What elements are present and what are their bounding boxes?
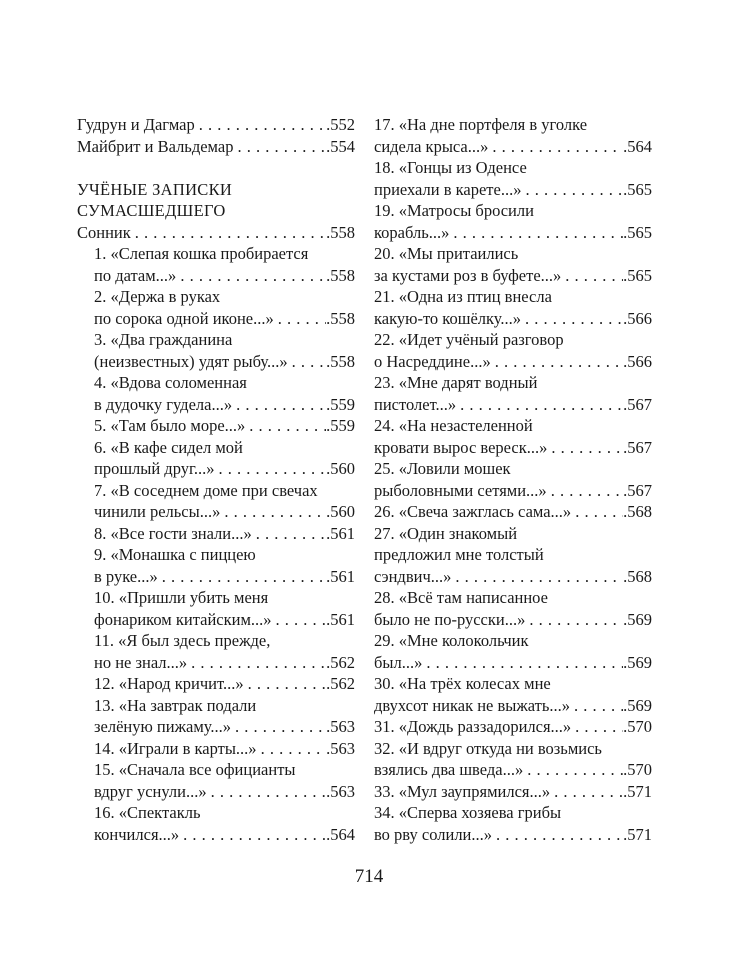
entry-page: .565: [623, 265, 652, 285]
toc-entry: [374, 630, 652, 673]
entry-line: [374, 480, 652, 502]
entry-line: [374, 802, 652, 824]
leader-dots: [288, 351, 327, 373]
entry-page: .558: [326, 351, 355, 371]
leader-dots: [550, 781, 623, 803]
entry-line: [374, 587, 652, 609]
toc-entry: [77, 738, 355, 760]
entry-title: 12. «Народ кричит...»: [94, 674, 244, 693]
toc-entry: [77, 114, 355, 136]
entry-line: [94, 480, 355, 502]
entry-title: 3. «Два гражданина: [94, 330, 233, 349]
entry-line: [94, 351, 355, 373]
entry-line: [94, 437, 355, 459]
entry-title: (неизвестных) удят рыбу...»: [94, 351, 288, 371]
entry-title: 29. «Мне колокольчик: [374, 631, 529, 650]
entry-title: чинили рельсы...»: [94, 502, 221, 521]
entry-line: [94, 609, 355, 631]
leader-dots: [233, 136, 326, 158]
toc-entry: [77, 544, 355, 587]
toc-entry: [77, 480, 355, 523]
entry-page: .559: [326, 394, 355, 414]
entry-title: в дудочку гудела...»: [94, 394, 233, 414]
entry-title: 14. «Играли в карты...»: [94, 738, 257, 758]
entry-title: 5. «Там было море...»: [94, 416, 246, 435]
entry-title: сидела крыса...»: [374, 136, 489, 156]
entry-page: .562: [326, 674, 355, 693]
entry-page: .566: [623, 308, 652, 328]
leader-dots: [451, 566, 623, 588]
entry-line: [94, 759, 355, 781]
entry-page: .565: [623, 179, 652, 199]
toc-entry: [374, 673, 652, 716]
leader-dots: [195, 114, 326, 136]
leader-dots: [456, 394, 623, 416]
entry-line: [94, 286, 355, 308]
entry-page: .563: [326, 738, 355, 758]
section-title: [77, 179, 355, 222]
entry-title: 8. «Все гости знали...»: [94, 523, 252, 543]
toc-entry: [77, 523, 355, 545]
entry-line: [94, 415, 355, 437]
entry-title: по датам...»: [94, 265, 177, 285]
entry-title: 34. «Сперва хозяева грибы: [374, 803, 562, 822]
entry-line: [374, 286, 652, 308]
leader-dots: [158, 566, 326, 588]
toc-entry: [77, 759, 355, 802]
entry-page: .563: [326, 717, 355, 736]
entry-line: [94, 458, 355, 480]
entry-line: [374, 824, 652, 846]
leader-dots: [252, 523, 326, 545]
toc-entry: [77, 243, 355, 286]
toc-items-left: [77, 243, 355, 845]
entry-line: [374, 222, 652, 244]
entry-page: .558: [326, 265, 355, 285]
entry-line: [374, 523, 652, 545]
entry-line: [374, 394, 652, 416]
toc-entry: [77, 695, 355, 738]
leader-dots: [274, 308, 326, 330]
entry-line: [374, 544, 652, 566]
leader-dots: [525, 609, 623, 631]
entry-page: .569: [623, 609, 652, 629]
entry-line: [94, 501, 355, 523]
toc-entry: [77, 802, 355, 845]
leader-dots: [561, 265, 623, 287]
entry-line: [374, 609, 652, 631]
toc-entry: [77, 673, 355, 695]
entry-line: [374, 652, 652, 674]
entry-line: [94, 265, 355, 287]
entry-line: [374, 200, 652, 222]
entry-line: [94, 630, 355, 652]
entry-title: но не знал...»: [94, 652, 188, 672]
entry-title: двухсот никак не выжать...»: [374, 695, 571, 715]
entry-page: .564: [623, 136, 652, 156]
entry-page: .567: [623, 394, 652, 414]
entry-page: .567: [623, 480, 652, 500]
entry-title: 17. «На дне портфеля в уголке: [374, 115, 588, 134]
toc-entry: [374, 458, 652, 501]
entry-line: [374, 114, 652, 136]
toc-entry: [374, 243, 652, 286]
toc-entry: [374, 114, 652, 157]
entry-line: [94, 523, 355, 545]
entry-line: [374, 329, 652, 351]
entry-page: .552: [326, 115, 355, 134]
toc-entry: [374, 781, 652, 803]
leader-dots: [571, 501, 623, 523]
entry-title: 16. «Спектакль: [94, 803, 201, 822]
entry-title: 11. «Я был здесь прежде,: [94, 631, 271, 650]
entry-page: .564: [326, 824, 355, 844]
entry-title: рыболовными сетями...»: [374, 480, 547, 500]
entry-line: [374, 437, 652, 459]
leader-dots: [176, 265, 326, 287]
leader-dots: [245, 415, 326, 437]
entry-line: [94, 243, 355, 265]
entry-page: .570: [623, 717, 652, 736]
entry-title: взялись два шведа...»: [374, 760, 524, 779]
toc-right-column: [374, 114, 652, 845]
section-title-line2: СУМАСШЕДШЕГО: [77, 201, 226, 220]
toc-entry: [374, 415, 652, 458]
toc-entry: [374, 372, 652, 415]
leader-dots: [187, 652, 326, 674]
entry-line: [374, 179, 652, 201]
toc-entry-sonnik: [77, 222, 355, 244]
entry-line: [94, 802, 355, 824]
entry-title: 4. «Вдова соломенная: [94, 373, 247, 392]
entry-title: 21. «Одна из птиц внесла: [374, 287, 552, 306]
toc-items-right: [374, 114, 652, 845]
entry-line: [374, 695, 652, 717]
entry-page: .561: [326, 609, 355, 629]
entry-line: [374, 566, 652, 588]
entry-line: [374, 372, 652, 394]
entry-title: Сонник: [77, 222, 131, 242]
toc-entry: [77, 136, 355, 158]
entry-page: .559: [326, 416, 355, 435]
entry-page: .561: [326, 566, 355, 586]
entry-title: 19. «Матросы бросили: [374, 201, 534, 220]
entry-line: [374, 738, 652, 760]
entry-title: зелёную пижаму...»: [94, 717, 231, 736]
toc-left-column: [77, 114, 355, 845]
entry-title: 28. «Всё там написанное: [374, 588, 548, 607]
entry-line: [94, 673, 355, 695]
entry-title: вдруг уснули...»: [94, 781, 207, 801]
entry-title: в руке...»: [94, 566, 158, 586]
entry-page: .560: [326, 502, 355, 521]
entry-line: [374, 630, 652, 652]
entry-title: 22. «Идет учёный разговор: [374, 330, 564, 349]
toc-entry: [374, 716, 652, 738]
entry-line: [94, 329, 355, 351]
entry-title: какую-то кошёлку...»: [374, 308, 522, 328]
toc-entry: [77, 437, 355, 480]
entry-title: кончился...»: [94, 824, 180, 844]
toc-entry: [374, 329, 652, 372]
toc-entry: [77, 329, 355, 372]
entry-page: .562: [326, 652, 355, 672]
toc-entry: [374, 738, 652, 781]
entry-line: [374, 673, 652, 695]
entry-line: [374, 136, 652, 158]
entry-title: 25. «Ловили мошек: [374, 459, 511, 478]
leader-dots: [231, 716, 326, 738]
entry-line: [94, 781, 355, 803]
entry-line: [374, 501, 652, 523]
entry-page: .571: [623, 824, 652, 844]
entry-line: [94, 394, 355, 416]
leader-dots: [488, 136, 623, 158]
entry-title: 9. «Монашка с пиццею: [94, 545, 256, 564]
leader-dots: [422, 652, 623, 674]
leader-dots: [215, 458, 327, 480]
entry-title: 26. «Свеча зажглась сама...»: [374, 502, 572, 521]
entry-line: [374, 243, 652, 265]
toc-entry: [374, 501, 652, 523]
entry-page: .565: [623, 222, 652, 242]
entry-title: 7. «В соседнем доме при свечах: [94, 480, 318, 500]
entry-line: [374, 781, 652, 803]
entry-line: [94, 372, 355, 394]
entry-title: прошлый друг...»: [94, 459, 215, 478]
entry-line: [94, 824, 355, 846]
leader-dots: [207, 781, 327, 803]
entry-line: [374, 351, 652, 373]
leader-dots: [131, 222, 326, 244]
entry-line: [94, 695, 355, 717]
entry-page: .567: [623, 437, 652, 457]
toc-top-entries: [77, 114, 355, 157]
toc-entry: [374, 286, 652, 329]
entry-title: за кустами роз в буфете...»: [374, 265, 562, 285]
entry-title: 18. «Гонцы из Оденсе: [374, 158, 527, 177]
leader-dots: [179, 824, 326, 846]
entry-page: .566: [623, 351, 652, 371]
entry-page: .570: [623, 760, 652, 779]
toc-entry: [374, 200, 652, 243]
leader-dots: [449, 222, 623, 244]
entry-title: 23. «Мне дарят водный: [374, 373, 538, 392]
leader-dots: [570, 695, 623, 717]
entry-title: 6. «В кафе сидел мой: [94, 437, 243, 457]
entry-title: 15. «Сначала все официанты: [94, 760, 296, 779]
toc-entry: [77, 286, 355, 329]
entry-line: [374, 716, 652, 738]
entry-line: [94, 544, 355, 566]
entry-title: Гудрун и Дагмар: [77, 115, 195, 134]
entry-line: [374, 415, 652, 437]
entry-line: [94, 566, 355, 588]
leader-dots: [220, 501, 326, 523]
entry-line: [94, 716, 355, 738]
entry-title: 2. «Держа в руках: [94, 287, 221, 306]
leader-dots: [257, 738, 327, 760]
entry-page: .571: [623, 781, 652, 801]
entry-title: Майбрит и Вальдемар: [77, 136, 234, 156]
entry-title: 30. «На трёх колесах мне: [374, 674, 551, 693]
entry-line: [374, 458, 652, 480]
toc-entry: [374, 802, 652, 845]
entry-title: было не по-русски...»: [374, 609, 526, 629]
entry-line: [94, 652, 355, 674]
entry-page: .558: [326, 308, 355, 328]
entry-page: .563: [326, 781, 355, 801]
entry-title: 27. «Один знакомый: [374, 523, 518, 543]
toc-entry: [374, 587, 652, 630]
entry-page: .561: [326, 523, 355, 543]
leader-dots: [547, 437, 623, 459]
entry-title: о Насреддине...»: [374, 351, 491, 371]
entry-line: [374, 265, 652, 287]
entry-page: .568: [623, 502, 652, 521]
toc-entry: [77, 630, 355, 673]
toc-entry: [77, 587, 355, 630]
entry-page: .568: [623, 566, 652, 586]
entry-title: 32. «И вдруг откуда ни возьмись: [374, 738, 602, 758]
leader-dots: [491, 351, 623, 373]
entry-line: [77, 136, 355, 158]
entry-page: .558: [326, 222, 355, 242]
toc-entry: [77, 372, 355, 415]
section-title-line1: УЧЁНЫЕ ЗАПИСКИ: [77, 179, 233, 199]
entry-title: приехали в карете...»: [374, 179, 522, 199]
toc-entry: [374, 523, 652, 588]
entry-title: кровати вырос вереск...»: [374, 437, 548, 457]
entry-page: .554: [326, 136, 355, 156]
leader-dots: [571, 716, 623, 738]
entry-page: .560: [326, 459, 355, 478]
leader-dots: [232, 394, 326, 416]
leader-dots: [523, 759, 623, 781]
entry-title: 33. «Мул заупрямился...»: [374, 781, 551, 801]
entry-title: фонариком китайским...»: [94, 609, 272, 629]
entry-line: [94, 738, 355, 760]
entry-title: 1. «Слепая кошка пробирается: [94, 244, 309, 263]
entry-title: 20. «Мы притаились: [374, 244, 519, 263]
entry-title: 31. «Дождь раззадорился...»: [374, 717, 572, 736]
entry-title: по сорока одной иконе...»: [94, 308, 274, 328]
entry-line: [374, 308, 652, 330]
entry-line: [374, 759, 652, 781]
entry-title: во рву солили...»: [374, 824, 493, 844]
entry-title: 13. «На завтрак подали: [94, 695, 257, 715]
spacer: [77, 157, 355, 179]
entry-line: [94, 308, 355, 330]
leader-dots: [521, 179, 623, 201]
entry-title: корабль...»: [374, 222, 450, 242]
entry-line: [94, 587, 355, 609]
entry-title: был...»: [374, 652, 423, 672]
entry-page: .569: [623, 695, 652, 715]
entry-title: 24. «На незастеленной: [374, 416, 533, 435]
entry-title: сэндвич...»: [374, 566, 452, 586]
leader-dots: [547, 480, 623, 502]
entry-page: .569: [623, 652, 652, 672]
leader-dots: [272, 609, 327, 631]
leader-dots: [521, 308, 623, 330]
toc-entry: [77, 415, 355, 437]
page-number: 714: [354, 866, 384, 887]
entry-line: [374, 157, 652, 179]
entry-title: 10. «Пришли убить меня: [94, 588, 269, 607]
toc-entry: [374, 157, 652, 200]
entry-title: пистолет...»: [374, 394, 457, 414]
leader-dots: [492, 824, 623, 846]
entry-line: [77, 114, 355, 136]
entry-title: предложил мне толстый: [374, 545, 544, 564]
leader-dots: [244, 673, 327, 695]
